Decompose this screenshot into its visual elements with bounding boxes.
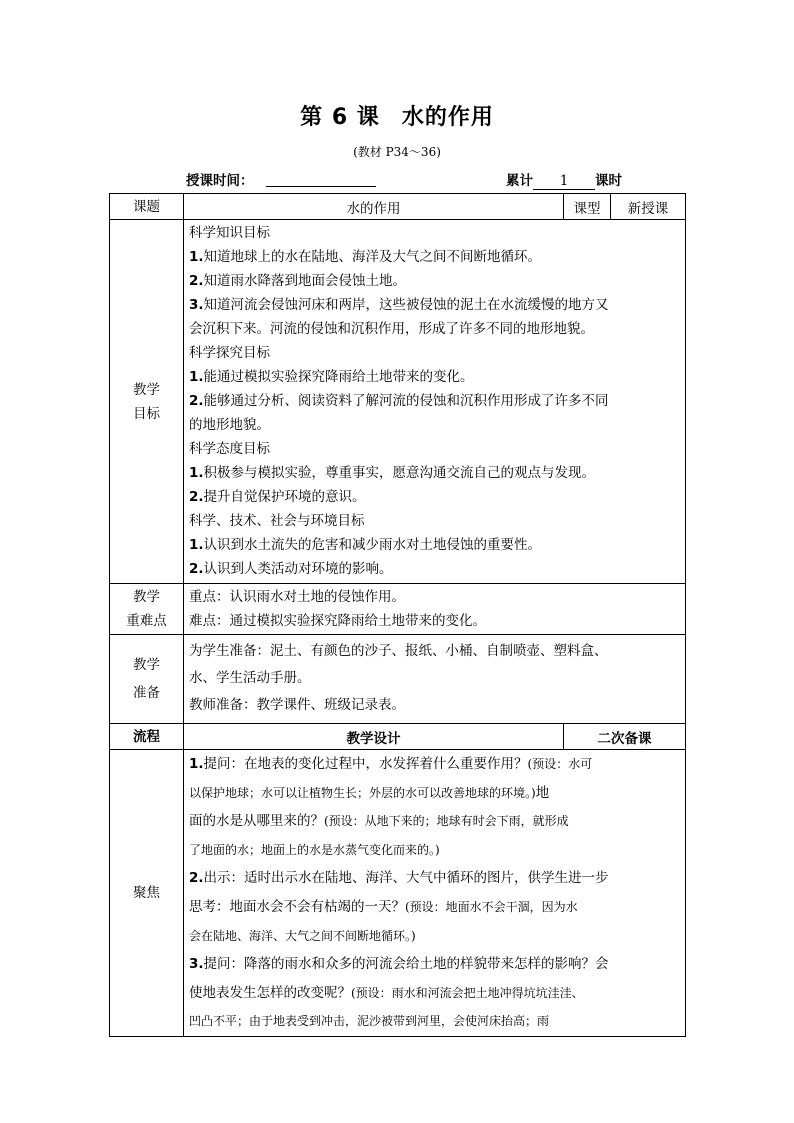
goal-line [189,365,680,389]
goal-line [189,389,680,413]
focus-line [189,836,680,865]
goal-line [189,485,680,509]
focus-line [189,807,680,836]
focus-number: 3. [189,956,204,973]
topic-label: 课题 [110,194,184,220]
goal-text: 能通过模拟实验探究降雨给土地带来的变化。 [203,369,474,385]
focus-line [189,864,680,893]
goal-number: 1. [189,249,204,265]
topic-row [110,194,686,220]
focus-preset: (预设：从地下来的；地球有时会下雨，就形成 [324,814,569,829]
topic-value: 水的作用 [184,194,564,220]
goal-text: 科学探究目标 [189,345,270,361]
goal-text: 提升自觉保护环境的意识。 [203,489,366,505]
goal-line [189,413,680,437]
goal-line [189,245,680,269]
goal-line [189,461,680,485]
lesson-number: 第 6 课 [300,105,380,130]
goal-line [189,341,680,365]
lesson-name: 水的作用 [401,105,494,130]
goal-number: 2. [189,273,204,289]
focus-preset: 会在陆地、海洋、大气之间不间断地循环。) [189,928,416,943]
cumulative-label: 累计 [506,173,533,189]
goal-number: 2. [189,561,204,577]
goal-number: 1. [189,369,204,385]
focus-preset: 了地面的水；地面上的水是水蒸气变化而来的。) [189,842,440,857]
focus-content [184,750,686,1037]
goal-line [189,533,680,557]
focus-line [189,922,680,951]
preparation-line: 为学生准备：泥土、有颜色的沙子、报纸、小桶、自制喷壶、塑料盒、 [189,643,608,659]
focus-line [189,979,680,1008]
teaching-time-label: 授课时间： [186,173,254,189]
goal-text: 科学态度目标 [189,441,270,457]
textbook-pages: (教材 P34～36) [353,145,441,159]
focus-number: 1. [189,756,204,772]
key-point-difficulty: 难点：通过模拟实验探究降雨给土地带来的变化。 [189,613,486,629]
focus-preset: (预设：雨水和河流会把土地冲得坑坑洼洼、 [351,985,584,1000]
goal-line [189,437,680,461]
focus-line [189,750,680,779]
key-points-content [184,584,686,635]
lesson-meta [186,169,646,189]
goal-line [189,317,680,341]
goal-text: 知道河流会侵蚀河床和两岸，这些被侵蚀的泥土在水流缓慢的地方又 [203,297,609,313]
cumulative-unit: 课时 [595,173,622,189]
goal-text: 积极参与模拟实验，尊重事实，愿意沟通交流自己的观点与发现。 [203,465,596,481]
goal-line [189,221,680,245]
goals-row [110,220,686,584]
lesson-title [0,100,794,131]
key-points-label: 教学 重难点 [110,584,184,635]
goal-line [189,557,680,581]
goal-text: 能够通过分析、阅读资料了解河流的侵蚀和沉积作用形成了许多不同 [203,393,609,409]
focus-text: 思考：地面水会不会有枯竭的一天？ [189,898,405,915]
focus-row [110,750,686,1037]
focus-preset: 凹凸不平；由于地表受到冲击，泥沙被带到河里，会使河床抬高；雨 [189,1014,550,1029]
goal-text: 知道雨水降落到地面会侵蚀土地。 [203,273,407,289]
focus-number: 2. [189,870,204,887]
focus-label: 聚焦 [110,750,184,1037]
goal-text: 知道地球上的水在陆地、海洋及大气之间不间断地循环。 [203,249,542,265]
focus-line [189,893,680,922]
goal-text: 认识到水土流失的危害和减少雨水对土地侵蚀的重要性。 [203,537,542,553]
second-prep-label: 二次备课 [564,724,686,750]
key-point-focus: 重点：认识雨水对土地的侵蚀作用。 [189,589,405,605]
cumulative-hours [506,169,622,190]
flow-header-row [110,724,686,750]
teaching-time-blank [266,186,376,187]
preparation-line: 水、学生活动手册。 [189,670,311,686]
goal-line [189,269,680,293]
goal-text: 科学知识目标 [189,225,270,241]
focus-preset: (预设：水可 [527,757,593,771]
lesson-plan-table [109,193,686,1037]
focus-preset: 以保护地球；水可以让植物生长；外层的水可以改善地球的环境。) [189,785,536,800]
focus-text: 使地表发生怎样的改变呢？ [189,984,351,1001]
goal-text: 认识到人类活动对环境的影响。 [203,561,393,577]
goal-line [189,509,680,533]
goal-number: 2. [189,489,204,505]
focus-preset: (预设：地面水不会干涸，因为水 [405,899,578,914]
goal-number: 1. [189,465,204,481]
preparation-content [184,635,686,724]
goals-content [184,220,686,584]
goal-number: 3. [189,297,204,313]
preparation-line: 教师准备：教学课件、班级记录表。 [189,697,405,713]
type-value: 新授课 [611,194,686,220]
focus-text: 提问：降落的雨水和众多的河流会给土地的样貌带来怎样的影响？会 [203,956,609,973]
key-points-row [110,584,686,635]
goal-text: 的地形地貌。 [189,417,270,433]
focus-line [189,1007,680,1036]
type-label: 课型 [564,194,611,220]
goal-line [189,293,680,317]
goal-number: 1. [189,537,204,553]
focus-line [189,950,680,979]
focus-text: 地 [535,784,550,801]
focus-text: 提问：在地表的变化过程中，水发挥着什么重要作用？ [203,756,528,772]
focus-text: 面的水是从哪里来的？ [189,813,324,830]
focus-text: 出示：适时出示水在陆地、海洋、大气中循环的图片，供学生进一步 [203,870,609,887]
goal-text: 会沉积下来。河流的侵蚀和沉积作用，形成了许多不同的地形地貌。 [189,321,594,337]
goal-number: 2. [189,393,204,409]
design-label: 教学设计 [184,724,564,750]
cumulative-value: 1 [533,173,595,190]
goal-text: 科学、技术、社会与环境目标 [189,513,365,529]
flow-label: 流程 [110,724,184,750]
preparation-row [110,635,686,724]
focus-line [189,779,680,808]
preparation-label: 教学 准备 [110,635,184,724]
goals-label: 教学 目标 [110,220,184,584]
